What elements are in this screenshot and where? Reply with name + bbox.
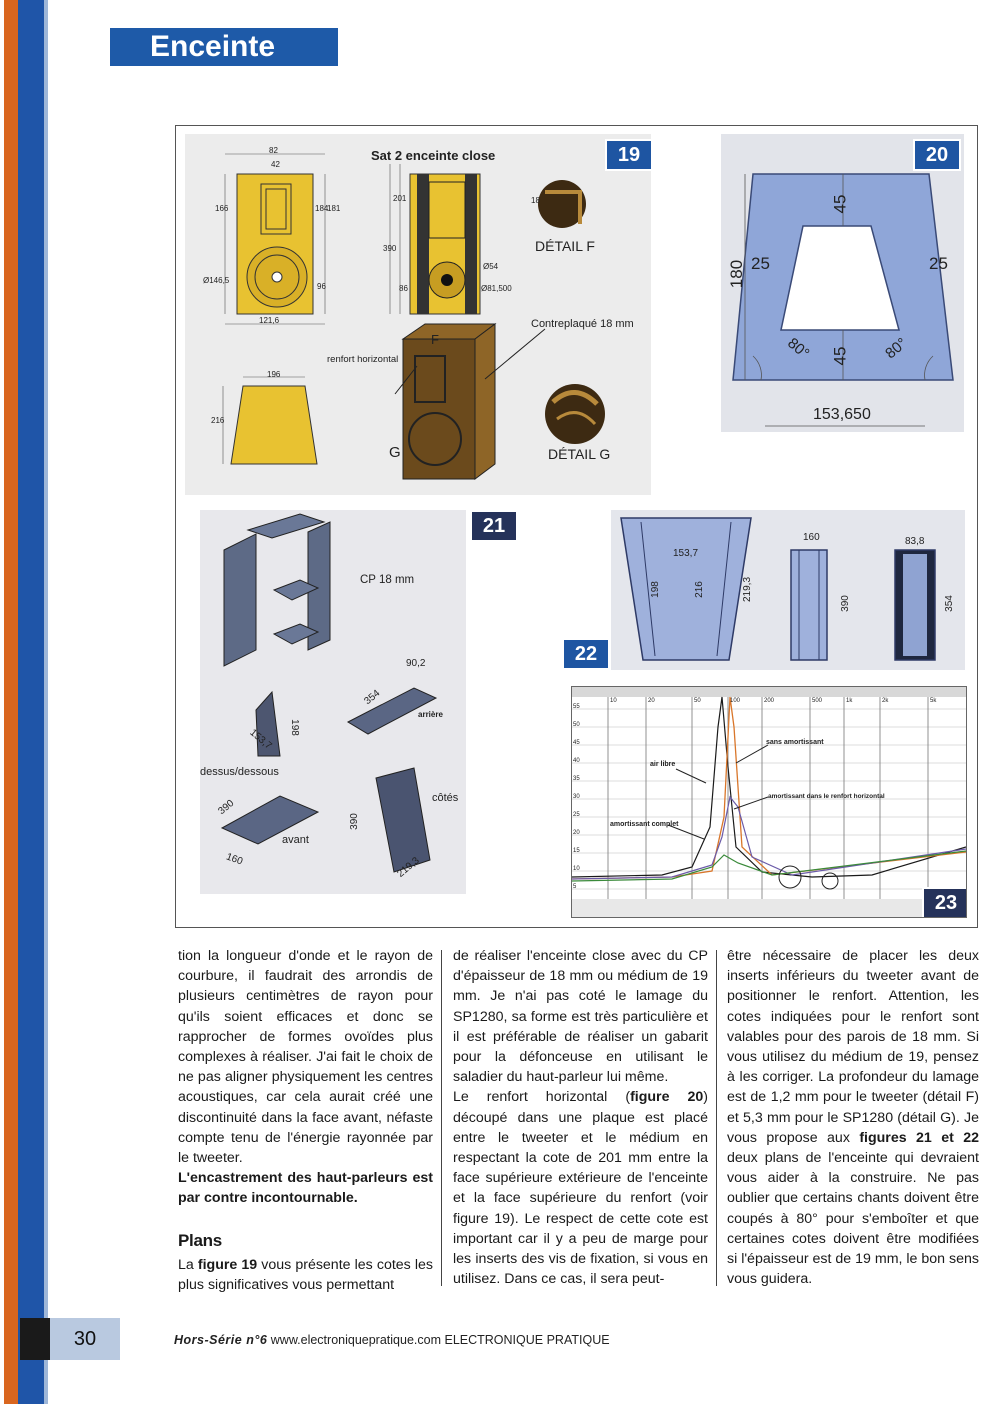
- fig19-dim-d5: 121,6: [259, 316, 280, 325]
- figures-frame: [175, 125, 978, 928]
- fig20-dim-left25: 25: [751, 254, 770, 273]
- fig19-dim-d15: 216: [211, 416, 225, 425]
- footer-url: www.electroniquepratique.com: [270, 1333, 441, 1347]
- fig20-dim-bot45: 45: [830, 346, 850, 366]
- fig19-letter-f: F: [431, 332, 439, 347]
- fig23-ytick: 40: [573, 758, 580, 764]
- fig21-dim-h: 219,3: [395, 855, 422, 880]
- col2-p2-start: Le renfort horizontal (: [453, 1089, 631, 1106]
- fig20-dim-180: 180: [727, 259, 747, 289]
- fig21-cotes: côtés: [432, 792, 459, 804]
- fig23-ytick: 45: [573, 740, 580, 746]
- col3-p1-end: deux plans de l'enceinte qui devraient vous aider à la construire. Ne pas oublier que certains chants doivent être coupés à 80° pour s'emboîter et que certaines cotes doivent être modifiées si l'épaisseur est de 19 mm, le bon sens vous guidera.: [727, 1150, 979, 1288]
- plans-heading: Plans: [178, 1230, 222, 1250]
- fig19-dim-d2: 42: [271, 160, 280, 169]
- figure-22: [611, 510, 965, 670]
- fig23-ytick: 25: [573, 812, 580, 818]
- side-stripes: [0, 0, 48, 1404]
- fig23-xtick: 50: [694, 698, 701, 704]
- fig21-arriere: arrière: [418, 710, 443, 719]
- fig23-label-renfort: amortissant dans le renfort horizontal: [768, 793, 885, 800]
- fig21-dim-b: 354: [362, 687, 383, 708]
- fig23-ytick: 10: [573, 866, 580, 872]
- figure-21-badge: 21: [470, 510, 518, 542]
- fig23-label-air: air libre: [650, 761, 676, 768]
- footer-line: [174, 1333, 610, 1347]
- figure-20-number: 20: [913, 139, 961, 171]
- col1-p2-end: vous présente les cotes les plus significatives vous permettant: [178, 1256, 433, 1294]
- fig19-dim-d16: 18: [531, 196, 540, 205]
- fig23-xtick: 10: [610, 698, 617, 704]
- fig22-dim-d: 219,3: [742, 576, 754, 603]
- fig19-dim-d3: 166: [215, 204, 229, 213]
- fig19-letter-g: G: [389, 444, 401, 461]
- stripe-light: [44, 0, 48, 1404]
- fig19-dim-d4: Ø146,5: [203, 276, 230, 285]
- col2-p2-figref: figure 20: [630, 1089, 704, 1106]
- fig23-ytick: 5: [573, 884, 577, 890]
- footer-series: Hors-Série n°6: [174, 1333, 268, 1347]
- fig23-ytick: 30: [573, 794, 580, 800]
- col2-paragraph-2: [453, 1087, 708, 1289]
- fig20-angle-right: 80°: [882, 334, 911, 363]
- fig21-cp: CP 18 mm: [360, 574, 415, 586]
- fig21-avant: avant: [282, 834, 309, 846]
- fig21-dim-e: 390: [216, 797, 237, 818]
- fig23-ytick: 50: [573, 722, 580, 728]
- col1-p2-figref: figure 19: [197, 1256, 258, 1273]
- fig19-title: Sat 2 enceinte close: [371, 148, 496, 163]
- fig19-dim-d8: 201: [393, 194, 407, 203]
- fig19-detail-g: DÉTAIL G: [548, 446, 611, 462]
- fig19-dim-d14: 196: [267, 370, 281, 379]
- text-column-2: [453, 946, 708, 1289]
- column-divider-1: [441, 950, 442, 1286]
- fig22-dim-f: 390: [839, 595, 851, 612]
- figure-19-drawing: [185, 134, 651, 495]
- column-divider-2: [716, 950, 717, 1286]
- figure-20: [721, 134, 964, 432]
- figure-19-number: 19: [605, 139, 651, 171]
- figure-22-drawing: [611, 510, 965, 670]
- fig21-dim-f: 390: [348, 813, 360, 830]
- fig19-dim-d7: 181: [327, 204, 341, 213]
- figure-23-number: 23: [922, 887, 967, 918]
- fig19-dim-d9: 390: [383, 244, 397, 253]
- col2-p2-end: ) découpé dans une plaque est placé entre le tweeter et le médium en respectant la cote de 201 mm entre la face supérieure extérieure de l'enceinte et la face supérieure du renfort (voir figure 19). Le respect de cette cote est important car il y a peu de marge pour les inserts des vis de fixation, si vous en utilisez. Dans ce cas, il sera peut-: [453, 1089, 708, 1288]
- fig23-xtick: 100: [730, 698, 741, 704]
- fig21-dim-g: 160: [224, 851, 245, 868]
- fig23-ytick: 55: [573, 704, 580, 710]
- fig23-xtick: 500: [812, 698, 823, 704]
- stripe-orange: [4, 0, 18, 1404]
- fig19-detail-f: DÉTAIL F: [535, 238, 595, 254]
- col1-paragraph-1: tion la longueur d'onde et le rayon de courbure, il faudrait des arrondis de plusieurs centimètres de rayon pour qu'ils soient efficaces et donc se rapprocher de formes ovoïdes plus complexes à réaliser. J'ai fait le choix de ne pas aligner physiquement les centres acoustiques, car cela aurait créé une discontinuité dans la face avant, néfaste compte tenu de l'énergie rayonnée par le tweeter.: [178, 948, 433, 1167]
- col2-paragraph-1: de réaliser l'enceinte close avec du CP d'épaisseur de 18 mm ou médium de 19 mm. Je n'ai pas coté le lamage du SP1280, sa forme est très particulière et il est préférable de réaliser un gabarit pour la défonceuse en utilisant le saladier du haut-parleur lui même.: [453, 948, 708, 1086]
- fig23-ytick: 15: [573, 848, 580, 854]
- fig23-xtick: 1k: [846, 698, 853, 704]
- fig20-dim-right25: 25: [929, 254, 948, 273]
- fig21-dim-a: 90,2: [406, 658, 426, 669]
- fig23-xtick: 20: [648, 698, 655, 704]
- section-title: Enceinte: [110, 28, 338, 66]
- fig21-dim-d: 198: [288, 719, 300, 736]
- col1-bold-statement: L'encastrement des haut-parleurs est par contre incontournable.: [178, 1170, 433, 1207]
- fig19-renfort: renfort horizontal: [327, 354, 399, 365]
- figure-22-number: 22: [562, 638, 610, 670]
- fig23-label-complet: amortissant complet: [610, 821, 679, 828]
- fig19-contreplaque: Contreplaqué 18 mm: [531, 318, 634, 330]
- fig19-dim-d1: 82: [269, 146, 278, 155]
- col3-paragraph-1: [727, 946, 979, 1289]
- col1-paragraph-2: [178, 1255, 433, 1295]
- fig22-dim-c: 216: [693, 581, 705, 598]
- fig21-dessus: dessus/dessous: [200, 766, 279, 778]
- fig21-dim-c: 153,7: [247, 727, 274, 752]
- fig23-label-sans: sans amortissant: [766, 739, 824, 746]
- fig22-dim-h: 354: [943, 595, 955, 612]
- text-column-3: [727, 946, 979, 1289]
- figure-20-drawing: [721, 134, 964, 432]
- fig23-ytick: 35: [573, 776, 580, 782]
- figure-21: [200, 510, 466, 894]
- fig22-dim-e: 160: [803, 532, 820, 543]
- col3-p1-figref: figures 21 et 22: [859, 1129, 979, 1146]
- footer-magazine: ELECTRONIQUE PRATIQUE: [444, 1333, 610, 1347]
- text-column-1: [178, 946, 433, 1295]
- fig22-dim-g: 83,8: [905, 536, 925, 547]
- fig23-xtick: 5k: [930, 698, 937, 704]
- fig19-dim-d6: 184: [315, 204, 329, 213]
- fig19-dim-d11: 86: [399, 284, 408, 293]
- fig22-dim-a: 153,7: [673, 548, 699, 559]
- figure-21-drawing: [200, 510, 466, 894]
- figure-23: [571, 686, 967, 918]
- fig20-dim-width: 153,650: [813, 406, 871, 423]
- fig22-dim-b: 198: [649, 581, 661, 598]
- fig23-xtick: 2k: [882, 698, 889, 704]
- figure-19: [185, 134, 651, 495]
- fig20-dim-top45: 45: [830, 194, 850, 214]
- fig19-dim-d12: Ø54: [483, 262, 499, 271]
- col3-p1-start: être nécessaire de placer les deux inserts inférieurs du tweeter avant de positionner le renfort. Attention, les cotes indiquées pour le renfort sont valables pour des parois de 18 mm. Si vous utilisez du médium de 19, pensez à les corriger. La profondeur du lamage est de 1,2 mm pour le tweeter (détail F) et 5,3 mm pour le SP1280 (détail G). Je vous propose aux: [727, 948, 979, 1146]
- figure-23-chart: [572, 687, 966, 917]
- col1-p2-start: La: [178, 1256, 198, 1273]
- fig20-angle-left: 80°: [784, 334, 813, 363]
- fig19-dim-d10: 96: [317, 282, 326, 291]
- fig23-xtick: 200: [764, 698, 775, 704]
- stripe-blue: [18, 0, 44, 1404]
- fig19-dim-d13: Ø81,500: [481, 284, 512, 293]
- page-number: 30: [50, 1318, 120, 1360]
- fig23-ytick: 20: [573, 830, 580, 836]
